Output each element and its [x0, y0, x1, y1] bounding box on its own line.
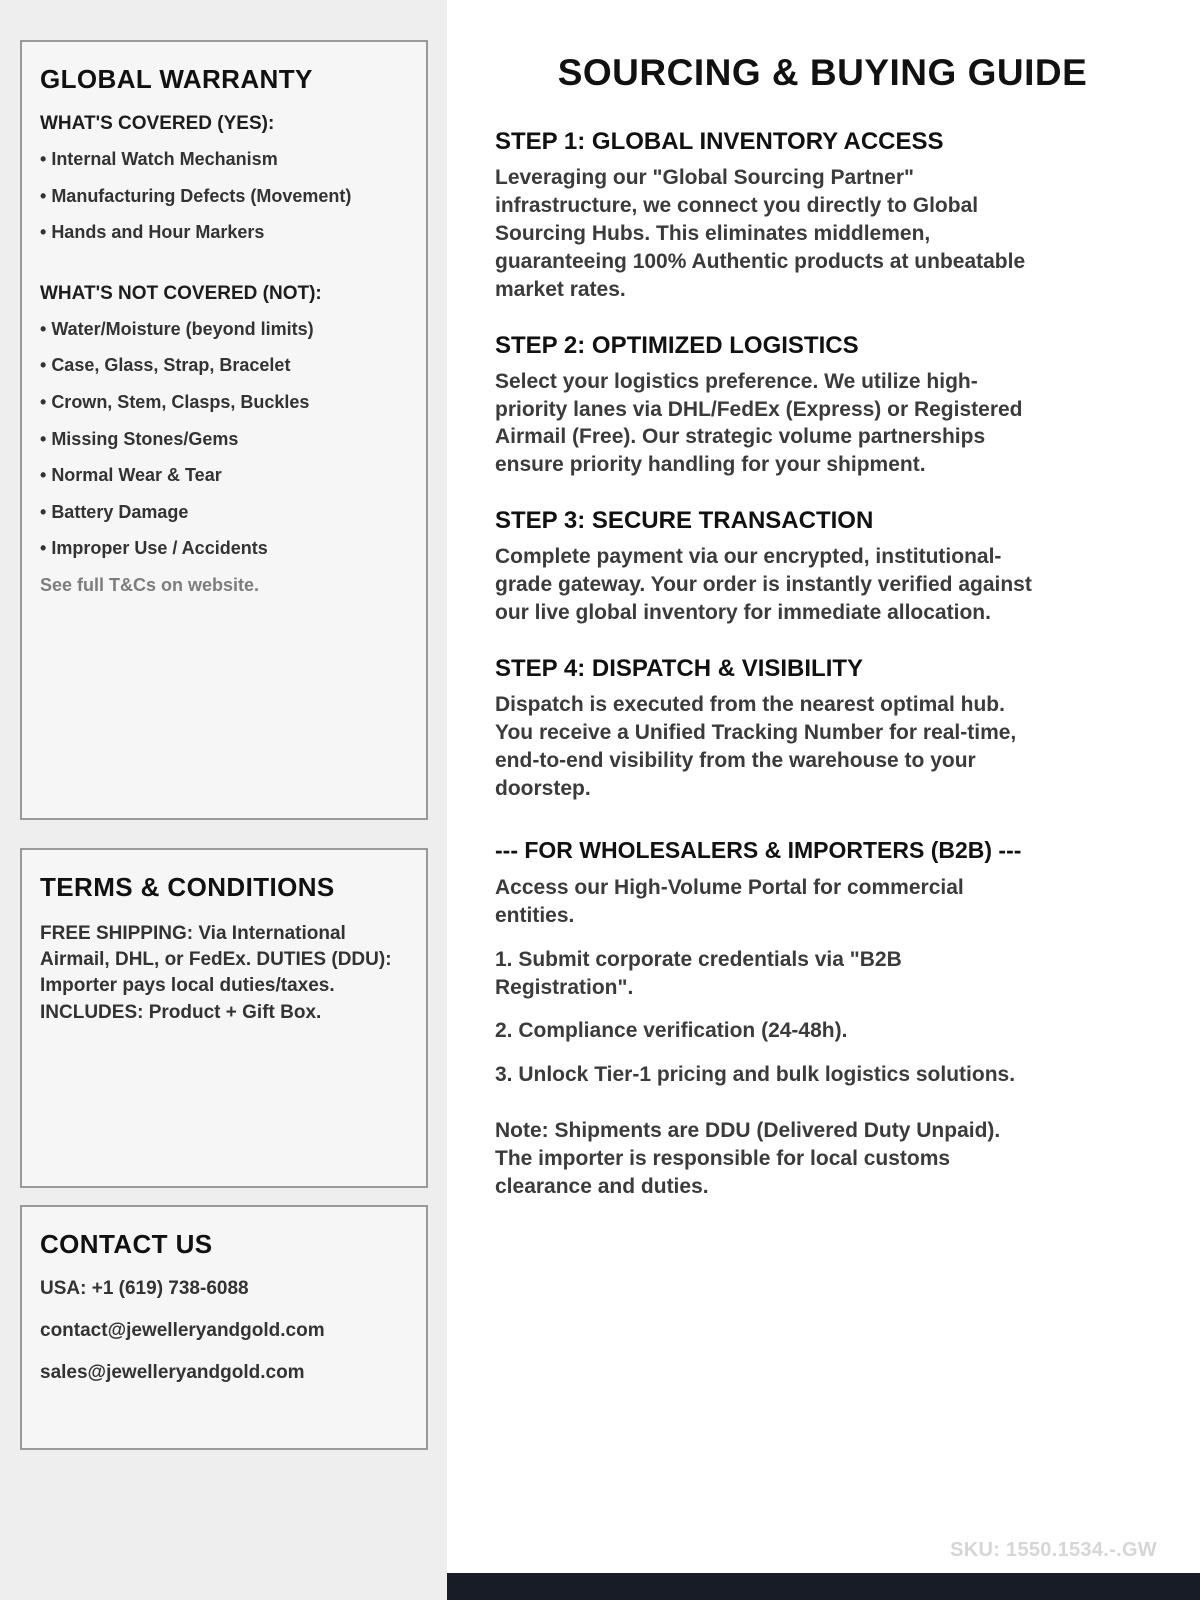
- warranty-footnote: See full T&Cs on website.: [40, 574, 260, 595]
- contact-title: CONTACT US: [40, 1229, 213, 1259]
- contact-email-sales: sales@jewelleryandgold.com: [40, 1362, 305, 1383]
- covered-heading: WHAT'S COVERED (YES):: [40, 113, 275, 134]
- list-item: • Hands and Hour Markers: [40, 222, 408, 244]
- b2b-item-2: 2. Compliance verification (24-48h).: [495, 1019, 848, 1043]
- list-item: • Manufacturing Defects (Movement): [40, 186, 408, 208]
- b2b-intro: Access our High-Volume Portal for commercial entities.: [495, 875, 964, 927]
- b2b-heading: --- FOR WHOLESALERS & IMPORTERS (B2B) ---: [495, 836, 1022, 863]
- step-2-body: Select your logistics preference. We utilize high-priority lanes via DHL/FedEx (Express) or Registered Airmail (Free). Our strategic volume partnerships ensure priority handling for your shipment.: [495, 369, 1023, 477]
- b2b-item-3: 3. Unlock Tier-1 pricing and bulk logistics solutions.: [495, 1063, 1016, 1087]
- b2b-item-1: 1. Submit corporate credentials via "B2B Registration".: [495, 947, 902, 999]
- step-3: [495, 507, 1150, 627]
- main-content: [447, 0, 1200, 1201]
- list-item: • Case, Glass, Strap, Bracelet: [40, 355, 408, 377]
- list-item: • Water/Moisture (beyond limits): [40, 319, 408, 341]
- step-1-body: Leveraging our "Global Sourcing Partner" infrastructure, we connect you directly to Global Sourcing Hubs. This eliminates middlemen, guaranteeing 100% Authentic products at unbeatable market rates.: [495, 166, 1026, 301]
- warranty-box: [20, 40, 428, 820]
- step-3-body: Complete payment via our encrypted, institutional-grade gateway. Your order is instantly verified against our live global inventory for immediate allocation.: [495, 545, 1032, 625]
- step-2-heading: STEP 2: OPTIMIZED LOGISTICS: [495, 331, 859, 359]
- list-item: • Internal Watch Mechanism: [40, 149, 408, 171]
- step-3-heading: STEP 3: SECURE TRANSACTION: [495, 507, 874, 535]
- list-item: • Normal Wear & Tear: [40, 465, 408, 487]
- not-covered-heading: WHAT'S NOT COVERED (NOT):: [40, 282, 322, 304]
- b2b-section: [495, 837, 1150, 1201]
- terms-body: FREE SHIPPING: Via International Airmail, DHL, or FedEx. DUTIES (DDU): Importer pays local duties/taxes. INCLUDES: Product + Gift Box.: [40, 923, 392, 1023]
- list-item: • Improper Use / Accidents: [40, 538, 408, 560]
- step-4-body: Dispatch is executed from the nearest optimal hub. You receive a Unified Tracking Number for real-time, end-to-end visibility from the warehouse to your doorstep.: [495, 693, 1017, 800]
- list-item: • Battery Damage: [40, 502, 408, 524]
- page-title: SOURCING & BUYING GUIDE: [557, 52, 1088, 93]
- b2b-note: Note: Shipments are DDU (Delivered Duty Unpaid). The importer is responsible for local customs clearance and duties.: [495, 1119, 1001, 1199]
- contact-phone: USA: +1 (619) 738-6088: [40, 1278, 249, 1299]
- terms-title: TERMS & CONDITIONS: [40, 872, 335, 902]
- list-item: • Missing Stones/Gems: [40, 429, 408, 451]
- warranty-title: GLOBAL WARRANTY: [40, 64, 313, 94]
- step-2: [495, 332, 1150, 480]
- spacer: [40, 259, 408, 283]
- not-covered-list: [40, 319, 408, 560]
- contact-email-primary: contact@jewelleryandgold.com: [40, 1320, 325, 1341]
- step-4: [495, 655, 1150, 803]
- covered-list: [40, 149, 408, 244]
- step-1: [495, 128, 1150, 304]
- bottom-bar: [447, 1573, 1200, 1600]
- step-1-heading: STEP 1: GLOBAL INVENTORY ACCESS: [495, 128, 944, 155]
- contact-box: [20, 1205, 428, 1450]
- terms-box: [20, 848, 428, 1188]
- sku-label: SKU: 1550.1534.-.GW: [950, 1539, 1157, 1561]
- step-4-heading: STEP 4: DISPATCH & VISIBILITY: [495, 655, 864, 683]
- sidebar: [0, 0, 447, 1600]
- list-item: • Crown, Stem, Clasps, Buckles: [40, 392, 408, 414]
